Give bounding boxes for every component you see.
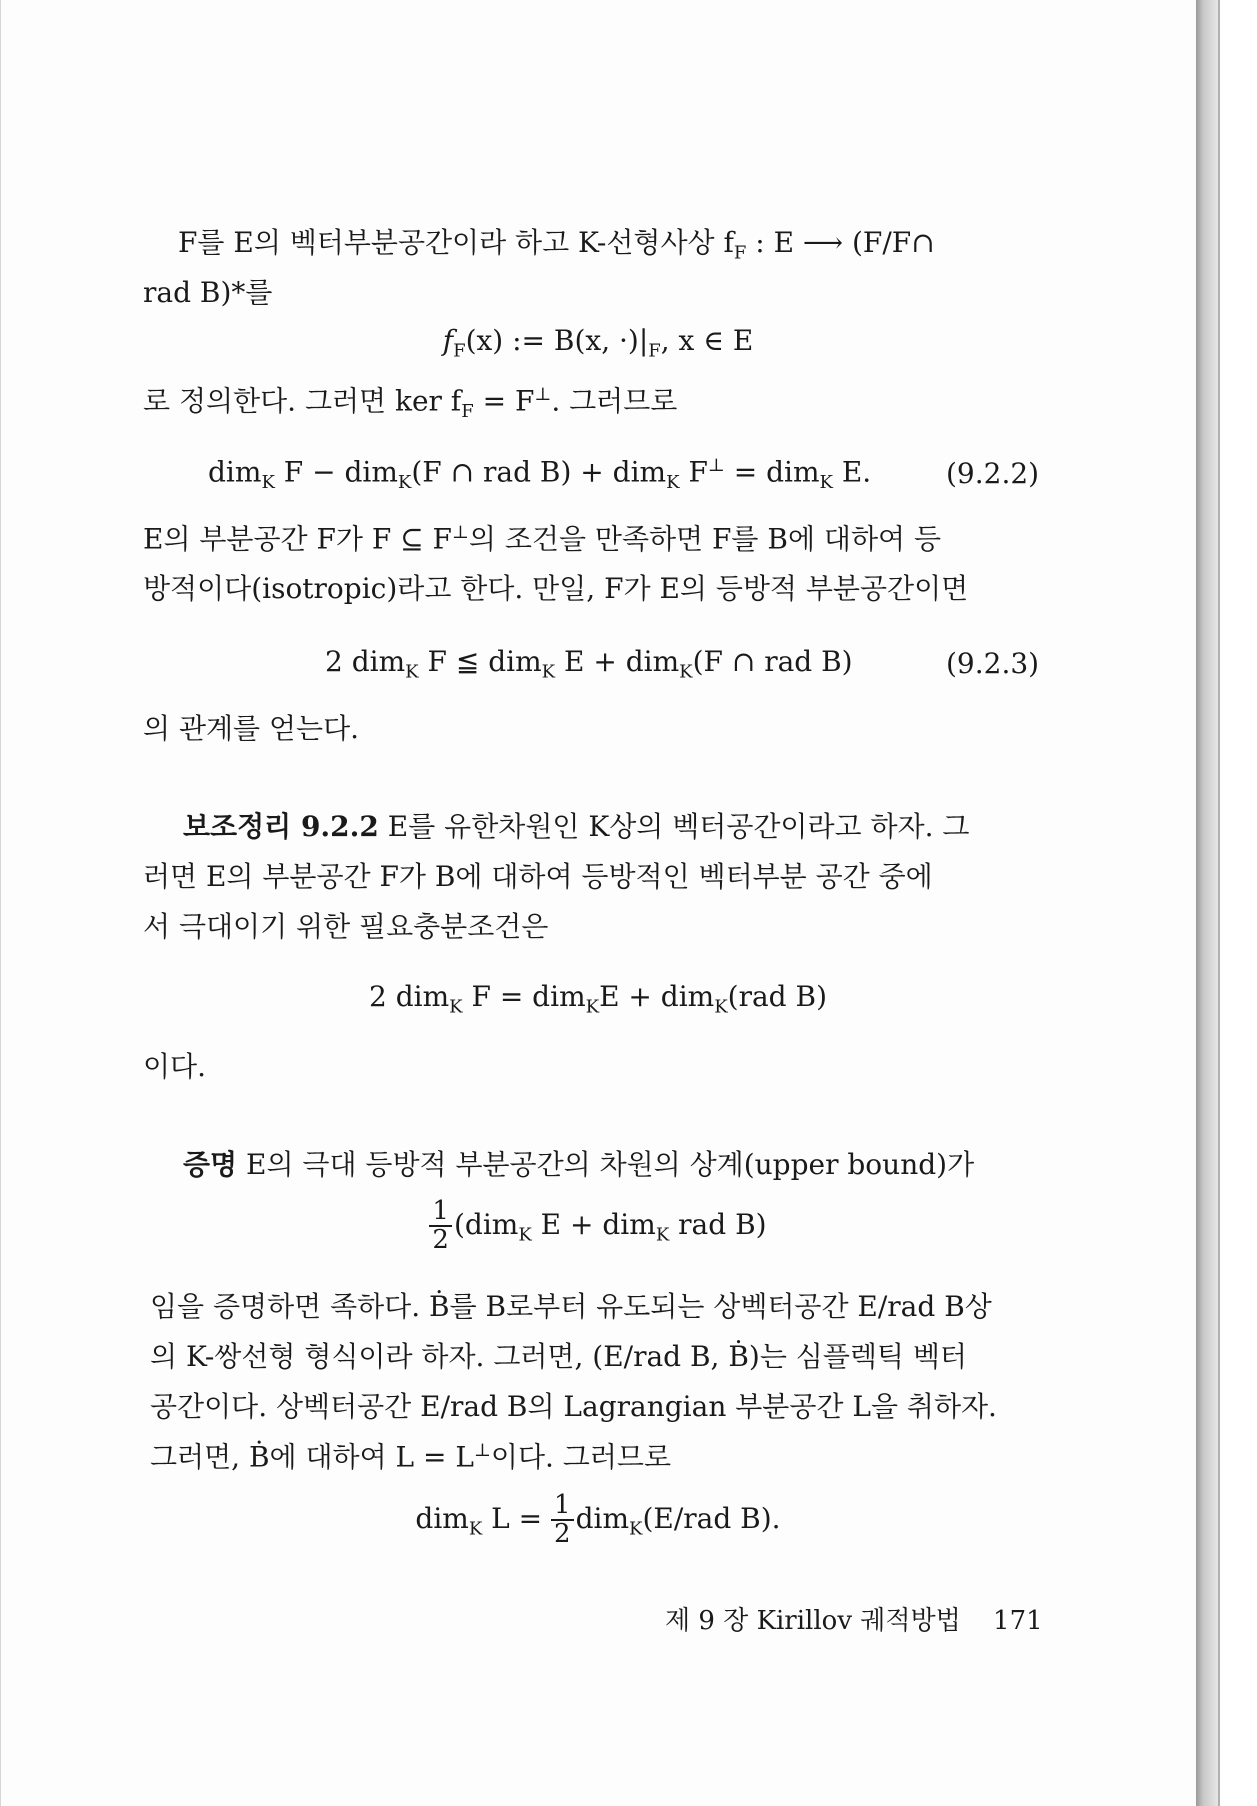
- eq-part: L =: [482, 1501, 552, 1535]
- superscript: ⊥: [473, 1440, 491, 1461]
- equation-number-9-2-2: (9.2.2): [946, 457, 1040, 490]
- text: = F: [473, 384, 535, 418]
- text: : E ⟶ (F/F∩: [746, 226, 935, 259]
- text: 그러면, Ḃ에 대하여 L = L: [150, 1440, 474, 1474]
- lemma-title: 보조정리 9.2.2: [183, 810, 379, 843]
- eq-part: (F ∩ rad B) + dim: [411, 455, 667, 489]
- eq-part: 2 dim: [325, 645, 406, 678]
- eq-part: (dim: [453, 1207, 519, 1241]
- subscript: K: [819, 471, 833, 493]
- equation-5: [0, 1198, 1196, 1255]
- page-edge-line: [1218, 0, 1220, 1806]
- subscript: F: [648, 340, 661, 362]
- eq-part: F − dim: [274, 455, 398, 489]
- fraction-denominator: 2: [554, 1519, 571, 1550]
- subscript: F: [461, 400, 474, 422]
- equation-number-9-2-3: (9.2.3): [946, 647, 1040, 680]
- eq-part: (E/rad B).: [642, 1501, 781, 1535]
- subscript: K: [679, 661, 693, 683]
- text: E를 유한차원인 K상의 벡터공간이라고 하자. 그: [378, 810, 970, 843]
- subscript: F: [453, 340, 466, 362]
- page-footer: [665, 1600, 1043, 1637]
- eq-part: dim: [208, 455, 262, 489]
- superscript: ⊥: [534, 384, 552, 405]
- paragraph-6-line-4: [150, 1440, 671, 1474]
- subscript: K: [397, 471, 412, 493]
- subscript: K: [518, 1224, 532, 1246]
- fraction-half: [551, 1492, 574, 1549]
- eq-part: (F ∩ rad B): [692, 645, 853, 678]
- text: E의 극대 등방적 부분공간의 차원의 상계(upper bound)가: [237, 1148, 975, 1181]
- paragraph-6-line-3: 공간이다. 상벡터공간 E/rad B의 Lagrangian 부분공간 L을 취하자.: [150, 1390, 997, 1423]
- equation-6: [0, 1492, 1196, 1549]
- eq-part: dim: [415, 1501, 469, 1535]
- eq-part: E + dim: [555, 645, 680, 678]
- eq-part: F = dim: [462, 980, 586, 1013]
- eq-part: F: [679, 455, 708, 489]
- fraction-denominator: 2: [432, 1225, 449, 1256]
- eq-part: F ≦ dim: [418, 645, 542, 678]
- superscript: ⊥: [451, 522, 469, 543]
- subscript: K: [585, 996, 600, 1018]
- text: E의 부분공간 F가 F ⊆ F: [143, 522, 452, 556]
- fraction-numerator: 1: [429, 1198, 452, 1227]
- fraction-half: [429, 1198, 452, 1255]
- text: 의 조건을 만족하면 F를 B에 대하여 등: [468, 522, 942, 556]
- paragraph-6-line-1: 임을 증명하면 족하다. Ḃ를 B로부터 유도되는 상벡터공간 E/rad B상: [150, 1290, 992, 1323]
- page-edge-shadow: [1196, 0, 1218, 1806]
- text: . 그러므로: [551, 384, 678, 418]
- equation-1: [0, 324, 1196, 362]
- subscript: K: [405, 661, 419, 683]
- eq-part: (rad B): [727, 980, 827, 1013]
- paragraph-3-line-2: 방적이다(isotropic)라고 한다. 만일, F가 E의 등방적 부분공간이면: [143, 572, 969, 605]
- paragraph-4: 의 관계를 얻는다.: [143, 712, 360, 745]
- equation-4: [0, 980, 1196, 1018]
- proof-line-1: [183, 1148, 974, 1182]
- paragraph-1-line-1: [178, 226, 935, 264]
- eq-part: E + dim: [531, 1207, 656, 1241]
- eq-part: f: [442, 324, 454, 357]
- proof-title: 증명: [183, 1148, 238, 1181]
- lemma-line-2: 러면 E의 부분공간 F가 B에 대하여 등방적인 벡터부분 공간 중에: [143, 860, 933, 893]
- subscript: K: [541, 661, 556, 683]
- equation-3: [325, 645, 853, 683]
- page-number: 171: [993, 1606, 1043, 1636]
- subscript: K: [261, 471, 275, 493]
- subscript: K: [666, 471, 680, 493]
- paragraph-2: [143, 384, 677, 423]
- superscript: ⊥: [707, 455, 725, 476]
- paragraph-6-line-2: 의 K-쌍선형 형식이라 하자. 그러면, (E/rad B, Ḃ)는 심플렉틱 벡터: [150, 1340, 967, 1373]
- equation-2: [208, 455, 871, 494]
- text: F를 E의 벡터부분공간이라 하고 K-선형사상 f: [178, 226, 734, 259]
- lemma-line-1: [183, 810, 969, 844]
- eq-part: rad B): [669, 1207, 767, 1241]
- eq-part: E + dim: [599, 980, 715, 1013]
- fraction-numerator: 1: [551, 1492, 574, 1521]
- subscript: K: [449, 996, 463, 1018]
- subscript: K: [629, 1518, 643, 1540]
- eq-part: E.: [832, 455, 872, 489]
- eq-part: = dim: [724, 455, 820, 489]
- eq-part: 2 dim: [368, 980, 450, 1013]
- subscript: F: [733, 242, 747, 264]
- eq-part: , x ∈ E: [660, 324, 754, 357]
- paragraph-5: 이다.: [143, 1050, 206, 1083]
- eq-part: dim: [575, 1501, 630, 1535]
- subscript: K: [655, 1224, 670, 1246]
- lemma-line-3: 서 극대이기 위한 필요충분조건은: [143, 910, 549, 943]
- paragraph-1-line-2: rad B)*를: [143, 276, 273, 309]
- text: 로 정의한다. 그러면 ker f: [143, 384, 462, 418]
- subscript: K: [714, 996, 728, 1018]
- eq-part: (x) := B(x, ·)|: [465, 324, 649, 357]
- text: 이다. 그러므로: [490, 1440, 671, 1474]
- chapter-title: 제 9 장 Kirillov 궤적방법: [665, 1606, 961, 1636]
- paragraph-3-line-1: [143, 522, 941, 556]
- subscript: K: [468, 1518, 483, 1540]
